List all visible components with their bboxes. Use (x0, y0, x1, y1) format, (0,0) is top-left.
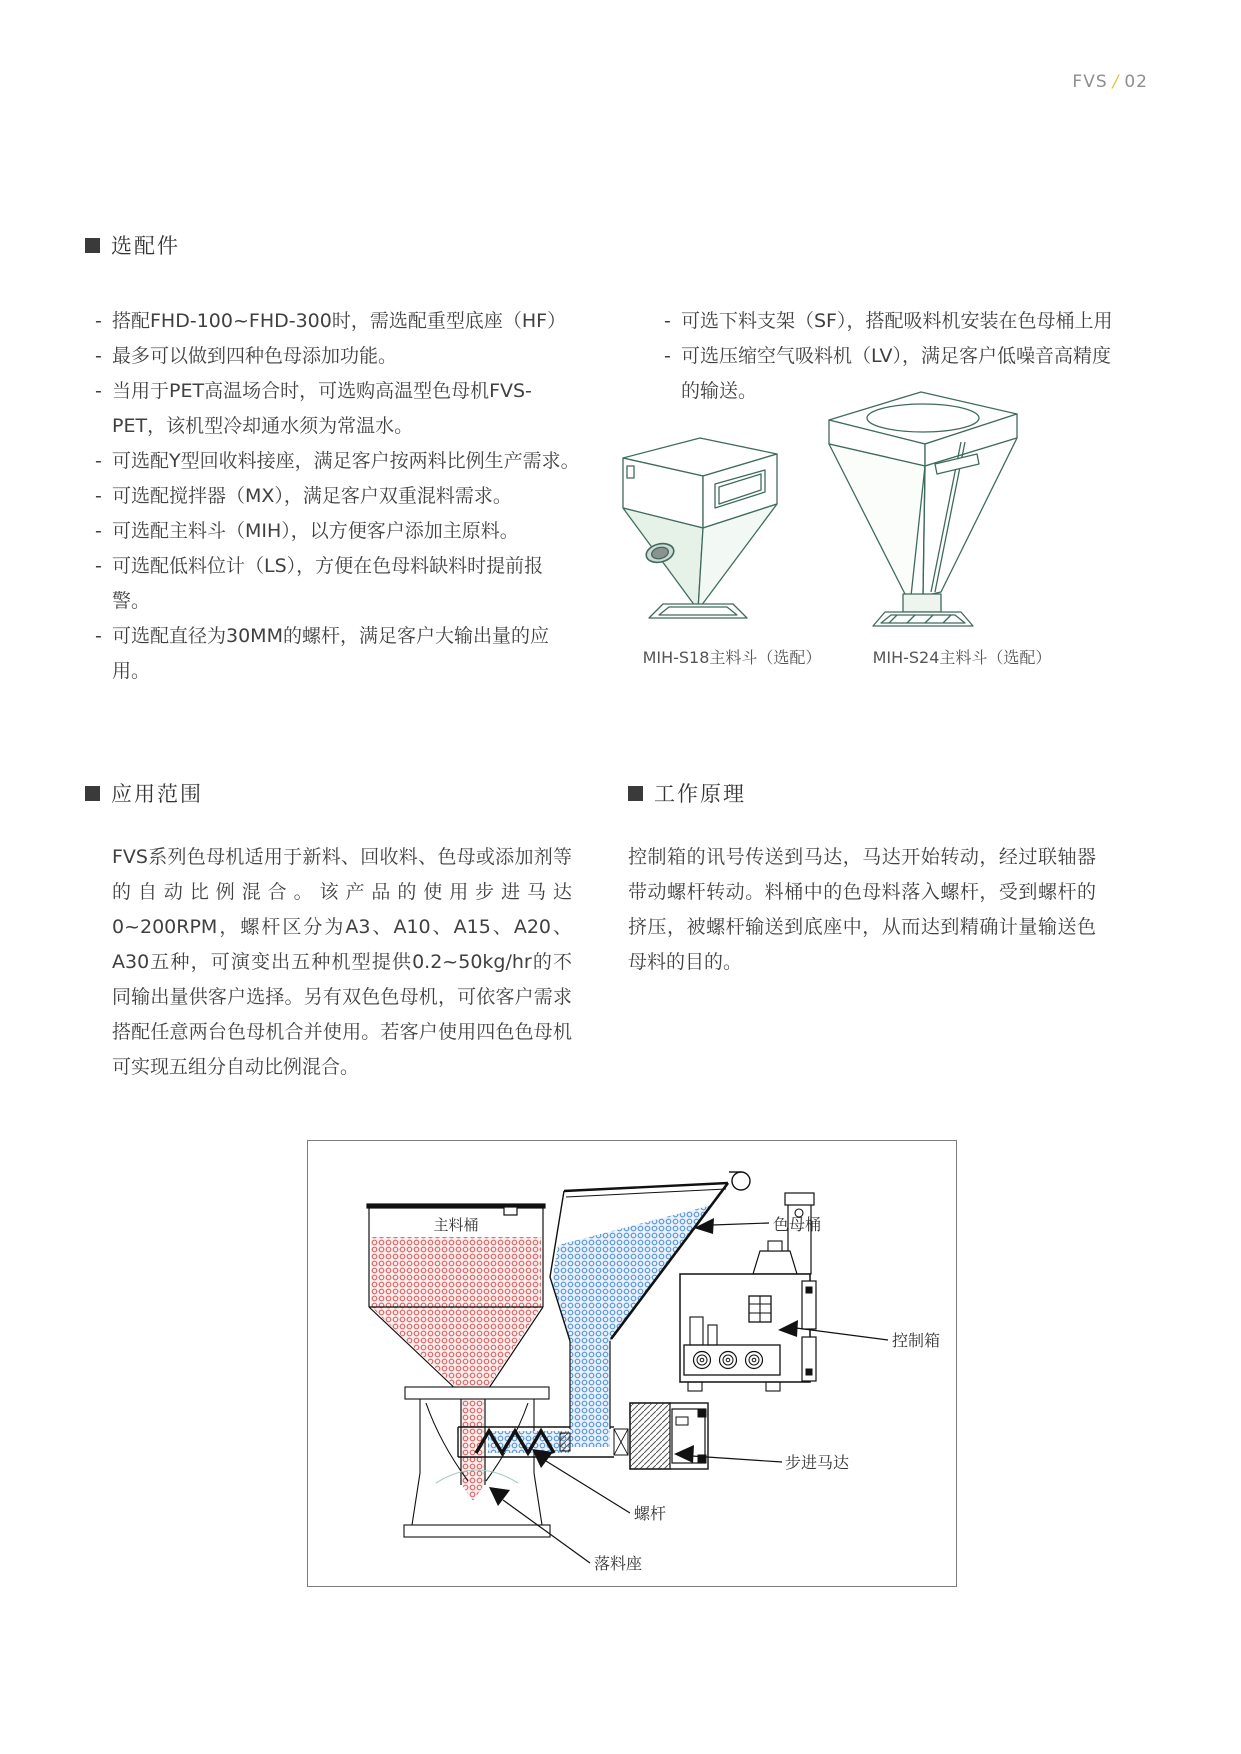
dash-marker: - (664, 345, 671, 367)
stepper-motor-label: 步进马达 (785, 1453, 850, 1472)
masterbatch-hopper-label: 色母桶 (773, 1215, 822, 1234)
list-item (95, 444, 580, 479)
header-slash: / (1112, 72, 1120, 92)
dash-marker: - (95, 625, 102, 647)
application-paragraph: FVS系列色母机适用于新料、回收料、色母或添加剂等的自动比例混合。该产品的使用步进马达0~200RPM，螺杆区分为A3、A10、A15、A20、A30五种，可演变出五种机型提供0.2~50kg/hr的不同输出量供客户选择。另有双色色母机，可依客户需求搭配任意两台色母机合并使用。若客户使用四色色母机可实现五组分自动比例混合。 (112, 846, 572, 1078)
section-title: 工作原理 (654, 782, 746, 806)
list-item-text: 可选配Y型回收料接座，满足客户按两料比例生产需求。 (112, 450, 580, 472)
dash-marker: - (95, 310, 102, 332)
square-bullet-icon (85, 786, 100, 801)
list-item-text: 当用于PET高温场合时，可选购高温型色母机FVS-PET，该机型冷却通水须为常温水。 (112, 380, 532, 437)
page-number: 02 (1124, 72, 1148, 92)
list-item-text: 可选配搅拌器（MX），满足客户双重混料需求。 (112, 485, 512, 507)
mih-s24-hopper-image (815, 378, 1030, 640)
dash-marker: - (95, 520, 102, 542)
list-item (95, 339, 580, 374)
list-item-text: 可选配低料位计（LS），方便在色母料缺料时提前报警。 (112, 555, 544, 612)
list-item (95, 304, 580, 339)
mih-s24-caption: MIH-S24主料斗（选配） (872, 648, 1052, 667)
mih-s24-drawing (815, 378, 1030, 640)
page-code: FVS (1072, 72, 1108, 92)
dash-marker: - (95, 345, 102, 367)
accessories-left-list (95, 304, 580, 689)
list-item-text: 可选压缩空气吸料机（LV），满足客户低噪音高精度的输送。 (681, 345, 1111, 402)
section-header-application (85, 778, 203, 808)
dash-marker: - (95, 555, 102, 577)
dash-marker: - (95, 485, 102, 507)
mih-s18-drawing (605, 428, 790, 640)
mih-s18-hopper-image (605, 428, 790, 640)
square-bullet-icon (628, 786, 643, 801)
section-title: 应用范围 (111, 782, 203, 806)
list-item (95, 374, 580, 444)
list-item (95, 514, 580, 549)
list-item-text: 搭配FHD-100~FHD-300时，需选配重型底座（HF） (112, 310, 567, 332)
principle-paragraph: 控制箱的讯号传送到马达，马达开始转动，经过联轴器带动螺杆转动。料桶中的色母料落入螺杆，受到螺杆的挤压，被螺杆输送到底座中，从而达到精确计量输送色母料的目的。 (628, 846, 1096, 973)
list-item (95, 619, 580, 689)
stepper-motor-shape (630, 1403, 708, 1469)
list-item-text: 可选配直径为30MM的螺杆，满足客户大输出量的应用。 (112, 625, 549, 682)
page-header (1072, 72, 1148, 92)
list-item (95, 479, 580, 514)
list-item (95, 549, 580, 619)
list-item-text: 可选配主料斗（MIH），以方便客户添加主原料。 (112, 520, 519, 542)
dash-marker: - (95, 380, 102, 402)
drop-base-label: 落料座 (594, 1554, 643, 1573)
square-bullet-icon (85, 238, 100, 253)
control-box-label: 控制箱 (892, 1331, 941, 1350)
list-item-text: 最多可以做到四种色母添加功能。 (112, 345, 398, 367)
dash-marker: - (95, 450, 102, 472)
main-hopper-label: 主料桶 (433, 1216, 479, 1234)
screw-label: 螺杆 (634, 1504, 667, 1523)
mih-s18-caption: MIH-S18主料斗（选配） (642, 648, 822, 667)
section-title: 选配件 (111, 234, 180, 258)
section-header-accessories (85, 230, 180, 260)
principle-diagram-svg (308, 1141, 956, 1586)
working-principle-diagram (307, 1140, 957, 1587)
dash-marker: - (664, 310, 671, 332)
section-header-principle (628, 778, 746, 808)
list-item (664, 304, 1116, 339)
list-item-text: 可选下料支架（SF），搭配吸料机安装在色母桶上用 (681, 310, 1113, 332)
